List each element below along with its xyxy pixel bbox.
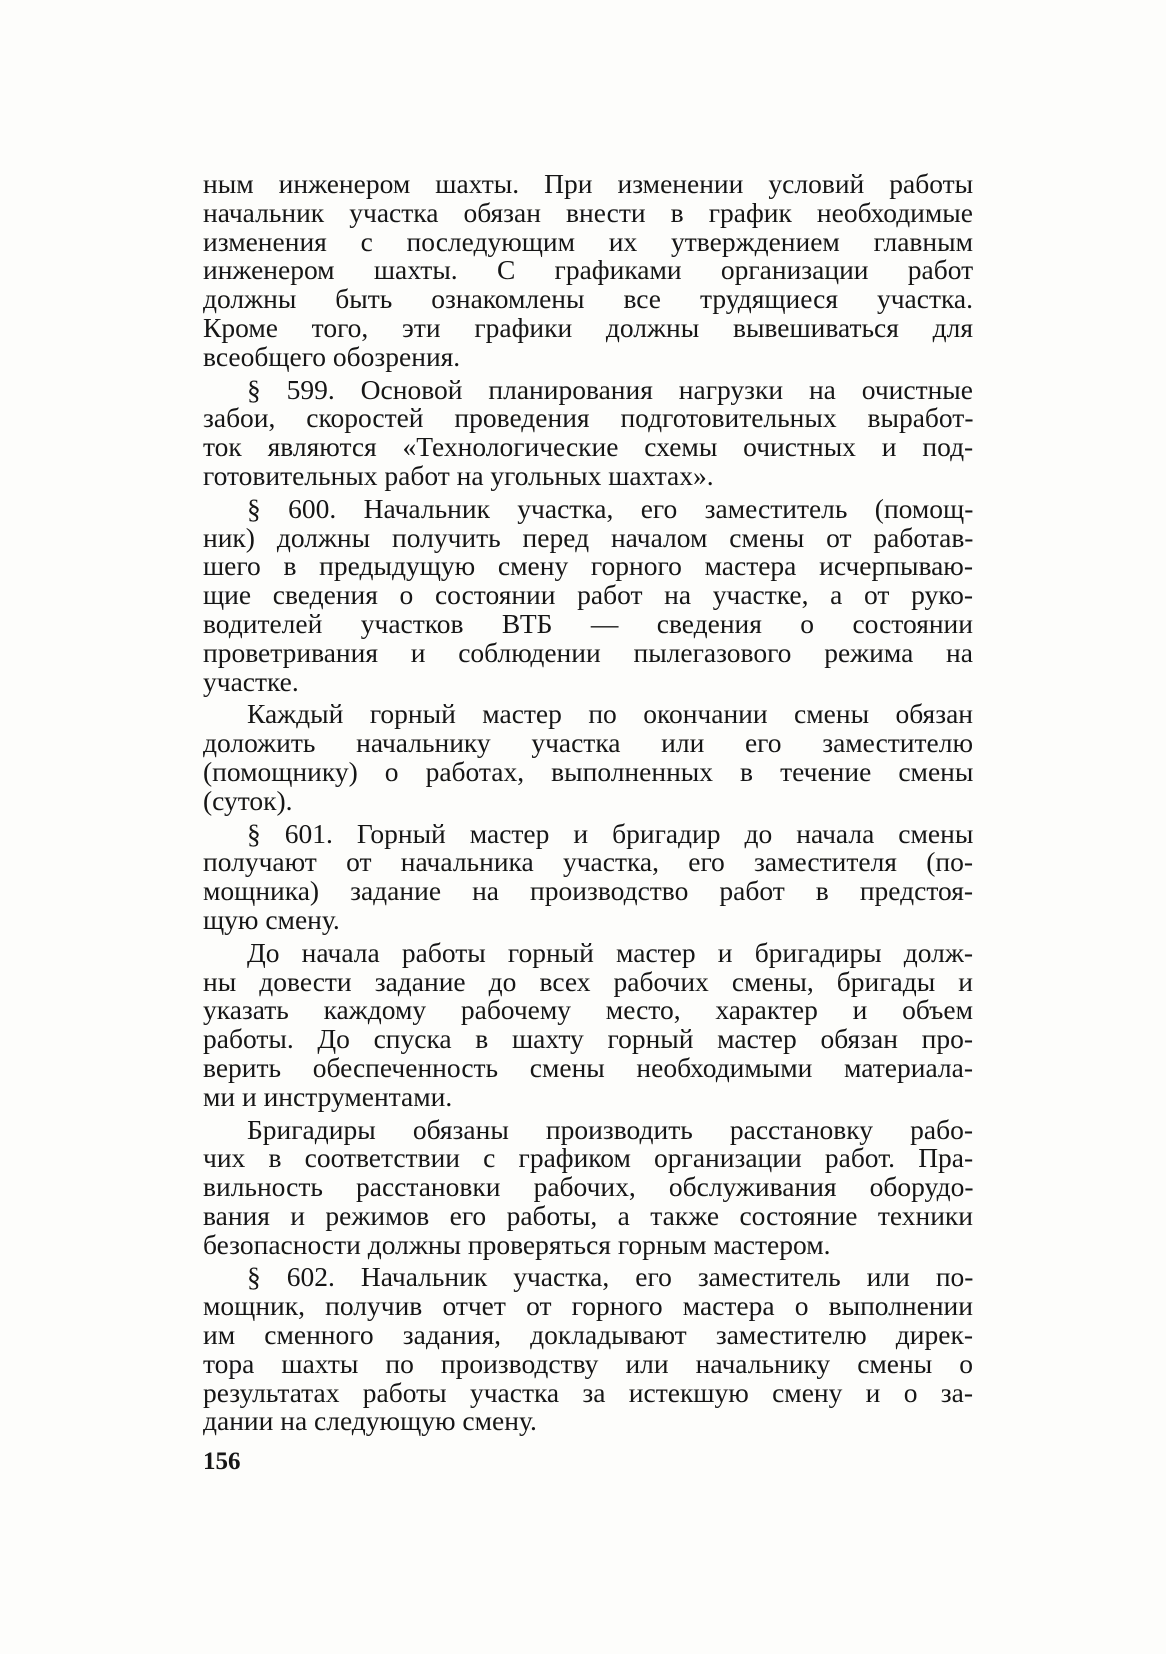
text-line: До начала работы горный мастер и бригадиры долж- <box>247 936 973 968</box>
text-line: ны довести задание до всех рабочих смены, бригады и <box>203 965 973 997</box>
text-line: дании на следующую смену. <box>203 1405 537 1437</box>
text-line: § 602. Начальник участка, его заместитель или по- <box>247 1261 974 1293</box>
text-line: результатах работы участка за истекшую смену и о за- <box>203 1376 973 1408</box>
text-line: должны быть ознакомлены все трудящиеся участка. <box>203 283 973 315</box>
paragraph-continued <box>203 170 973 372</box>
text-line: вильность расстановки рабочих, обслуживания оборудо- <box>203 1171 974 1203</box>
text-line: (помощнику) о работах, выполненных в течение смены <box>203 755 974 787</box>
text-line: мощника) задание на производство работ в предстоя- <box>203 875 974 907</box>
text-line: готовительных работ на угольных шахтах». <box>203 459 714 491</box>
text-line: § 601. Горный мастер и бригадир до начала смены <box>247 817 974 849</box>
paragraph-section-599 <box>203 373 974 491</box>
text-line: шего в предыдущую смену горного мастера исчерпываю- <box>203 550 973 582</box>
text-line: ми и инструментами. <box>203 1080 453 1112</box>
text-line: забои, скоростей проведения подготовительных выработ- <box>203 402 974 434</box>
text-line: мощник, получив отчет от горного мастера о выполнении <box>203 1290 973 1322</box>
paragraph-brigadiers <box>203 1113 974 1260</box>
text-line: Кроме того, эти графики должны вывешиваться для <box>203 311 973 343</box>
text-line: работы. До спуска в шахту горный мастер обязан про- <box>203 1023 973 1055</box>
text-line: проветривания и соблюдении пылегазового режима на <box>203 636 973 668</box>
paragraph-task-briefing <box>203 936 973 1112</box>
text-line: изменения с последующим их утверждением главным <box>203 225 973 257</box>
text-line: чих в соответствии с графиком организации работ. Пра- <box>203 1142 974 1174</box>
text-line: вания и режимов его работы, а также состояние техники <box>203 1199 973 1231</box>
text-line: щие сведения о состоянии работ на участке, а от руко- <box>203 579 974 611</box>
paragraph-section-602 <box>203 1263 973 1436</box>
text-line: получают от начальника участка, его заместителя (по- <box>203 846 973 878</box>
text-line: Каждый горный мастер по окончании смены обязан <box>247 698 973 730</box>
text-line: безопасности должны проверяться горным мастером. <box>203 1228 831 1260</box>
text-line: § 599. Основой планирования нагрузки на очистные <box>247 373 973 405</box>
text-line: им сменного задания, докладывают заместителю дирек- <box>203 1319 973 1351</box>
text-line: ник) должны получить перед началом смены от работав- <box>203 521 974 553</box>
text-line: Бригадиры обязаны производить расстановку рабо- <box>247 1113 973 1145</box>
text-line: § 600. Начальник участка, его заместитель (помощ- <box>247 492 974 524</box>
text-line: щую смену. <box>203 903 340 935</box>
body-text <box>203 170 973 1436</box>
text-line: указать каждому рабочему место, характер и объем <box>203 994 973 1026</box>
text-line: доложить начальнику участка или его заместителю <box>203 727 973 759</box>
paragraph-foreman-report <box>203 700 973 815</box>
page-number: 156 <box>203 1448 241 1475</box>
text-line: водителей участков ВТБ — сведения о состоянии <box>203 607 973 639</box>
text-line: (суток). <box>203 784 293 816</box>
text-line: ным инженером шахты. При изменении условий работы <box>203 168 974 199</box>
text-line: всеобщего обозрения. <box>203 340 461 372</box>
text-line: тора шахты по производству или начальнику смены о <box>203 1347 973 1379</box>
paragraph-section-601 <box>203 817 974 935</box>
text-line: ток являются «Технологические схемы очистных и под- <box>203 431 974 463</box>
paragraph-section-600 <box>203 492 974 697</box>
text-line: начальник участка обязан внести в график необходимые <box>203 196 973 228</box>
text-line: участке. <box>203 665 299 697</box>
text-line: верить обеспеченность смены необходимыми материала- <box>203 1051 973 1083</box>
text-line: инженером шахты. С графиками организации работ <box>203 254 974 286</box>
